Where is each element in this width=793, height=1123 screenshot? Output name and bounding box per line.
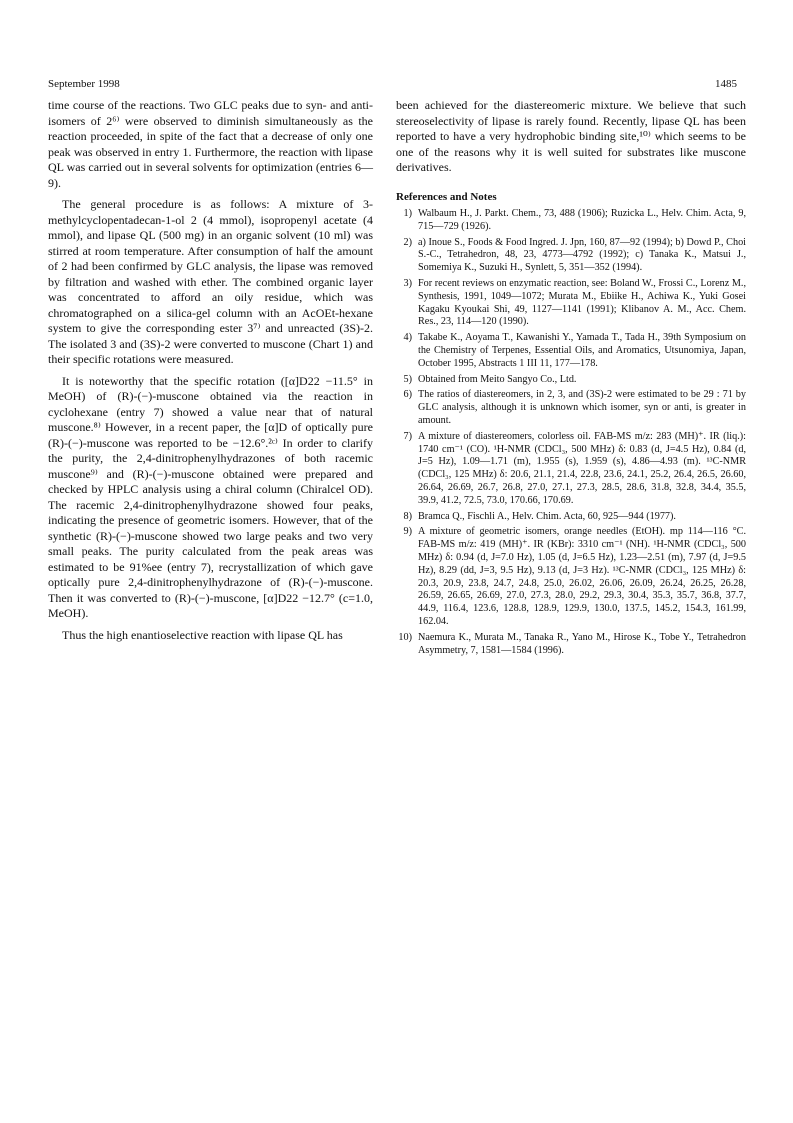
reference-number: 10)	[398, 631, 412, 643]
reference-text: A mixture of geometric isomers, orange needles (EtOH). mp 114—116 °C. FAB-MS m/z: 419 (MH)⁺. IR (KBr): 3310 cm⁻¹ (NH). ¹H-NMR (CDCl₃, 500 MHz) δ: 0.94 (d, J=7.0 Hz), 1.05 (d, J=6.5 Hz), 1.23—2.51 (m), 7.97 (d, J=9.5 Hz), 8.29 (dd, J=3, 9.5 Hz), 9.13 (d, J=3 Hz). ¹³C-NMR (CDCl₃, 125 MHz) δ: 20.3, 20.9, 23.8, 24.7, 24.8, 25.0, 26.02, 26.06, 26.09, 26.24, 26.25, 26.28, 26.59, 26.65, 26.69, 27.0, 27.3, 28.0, 29.2, 29.3, 30.4, 35.3, 35.7, 36.8, 37.7, 44.9, 116.4, 123.6, 128.8, 128.9, 129.9, 130.0, 137.5, 145.2, 154.3, 161.99, 162.04.	[418, 526, 746, 627]
reference-item	[396, 332, 746, 370]
reference-text: Bramca Q., Fischli A., Helv. Chim. Acta, 60, 925—944 (1977).	[418, 510, 676, 522]
reference-item	[396, 632, 746, 658]
reference-text: Naemura K., Murata M., Tanaka R., Yano M., Hirose K., Tobe Y., Tetrahedron Asymmetry, 7, 1581—1584 (1996).	[418, 631, 746, 656]
reference-number: 9)	[403, 526, 412, 538]
reference-item	[396, 237, 746, 275]
right-column	[396, 98, 746, 660]
reference-number: 7)	[403, 430, 412, 442]
reference-number: 8)	[403, 510, 412, 522]
reference-number: 5)	[403, 373, 412, 385]
reference-item	[396, 431, 746, 508]
references-list	[396, 208, 746, 657]
body-paragraph-3: It is noteworthy that the specific rotation ([α]D22 −11.5° in MeOH) of (R)-(−)-muscone obtained via the reaction in cyclohexane (entry 7) showed a value near that of natural muscone.⁸⁾ However, in a recent paper, the [α]D of optically pure (R)-(−)-muscone was reported to be −12.6°.²ᶜ⁾ In order to clarify the purity, the 2,4-dinitrophenylhydrazones of both racemic muscone⁹⁾ and (R)-(−)-muscone obtained were prepared and checked by HPLC analysis using a chiral column (Chiralcel OD). The racemic 2,4-dinitrophenylhydrazone showed four peaks, indicating the presence of geometric isomers. However, that of the synthetic (R)-(−)-muscone showed two large peaks and two very small peaks. The purity calculated from the peak areas was estimated to be 91%ee (entry 7), recrystallization of which gave optically pure 2,4-dinitrophenylhydrazone of (R)-(−)-muscone. Then it was converted to (R)-(−)-muscone, [α]D22 −12.7° (c=1.0, MeOH).	[48, 373, 373, 620]
reference-item	[396, 374, 746, 387]
page-number: 1485	[715, 78, 737, 90]
reference-number: 4)	[403, 332, 412, 344]
reference-item	[396, 278, 746, 329]
reference-number: 2)	[403, 236, 412, 248]
body-paragraph-4: Thus the high enantioselective reaction with lipase QL has	[62, 627, 343, 642]
reference-text: For recent reviews on enzymatic reaction, see: Boland W., Frossi C., Lorenz M., Synthesis, 1991, 1049—1072; Murata M., Ebiike H., Achiwa K., Yuki Gosei Kagaku Kyoukai Shi, 49, 1127—1141 (1991); Klibanov A. M., Acc. Chem. Res., 23, 114—120 (1990).	[418, 277, 746, 328]
reference-number: 3)	[403, 277, 412, 289]
reference-item	[396, 511, 746, 524]
reference-text: a) Inoue S., Foods & Food Ingred. J. Jpn, 160, 87—92 (1994); b) Dowd P., Choi S.-C., Tetrahedron, 48, 23, 4773—4792 (1992); c) Tanaka K., Matsui J., Somemiya K., Suzuki H., Synlett, 5, 351—352 (1994).	[418, 236, 746, 274]
references-heading: References and Notes	[396, 190, 497, 203]
reference-item	[396, 526, 746, 628]
left-column	[48, 98, 373, 649]
running-header-date: September 1998	[48, 78, 120, 90]
reference-text: Obtained from Meito Sangyo Co., Ltd.	[418, 373, 577, 385]
reference-number: 1)	[403, 208, 412, 219]
reference-text: Walbaum H., J. Parkt. Chem., 73, 488 (1906); Ruzicka L., Helv. Chim. Acta, 9, 715—729 (1926).	[418, 208, 746, 232]
reference-text: The ratios of diastereomers, in 2, 3, and (3S)-2 were estimated to be 29 : 71 by GLC analysis, although it is unknown which isomer, syn or anti, is greater in amount.	[418, 389, 746, 426]
reference-text: A mixture of diastereomers, colorless oil. FAB-MS m/z: 283 (MH)⁺. IR (liq.): 1740 cm⁻¹ (CO). ¹H-NMR (CDCl₃, 500 MHz) δ: 0.83 (d, J=4.5 Hz), 0.84 (d, J=5 Hz), 1.09—1.71 (m), 1.955 (s), 1.959 (s), 4.86—4.93 (m). ¹³C-NMR (CDCl₃, 125 MHz) δ: 20.6, 21.1, 21.4, 22.8, 23.6, 24.1, 25.2, 26.4, 26.5, 26.60, 26.64, 26.69, 26.7, 26.8, 27.0, 27.1, 27.3, 28.5, 28.6, 31.8, 32.8, 34.4, 35.5, 39.9, 41.2, 72.5, 73.0, 170.66, 170.69.	[418, 430, 746, 506]
body-paragraph-1: time course of the reactions. Two GLC peaks due to syn- and anti-isomers of 2⁶⁾ were observed to diminish simultaneously as the reaction proceeded, in spite of the fact that a decrease of only one peak was observed in entry 1. Furthermore, the reaction with lipase QL was carried out in several solvents for optimization (entries 6—9).	[48, 98, 373, 190]
body-paragraph-2: The general procedure is as follows: A mixture of 3-methylcyclopentadecan-1-ol 2 (4 mmol), isopropenyl acetate (4 mmol), and lipase QL (500 mg) in an organic solvent (10 ml) was stirred at room temperature. After consumption of half the amount of 2 had been confirmed by GLC analysis, the lipase was removed by filtration and washed with ether. The combined organic layer was concentrated to afford an oily residue, which was chromatographed on a silica-gel column with an AcOEt-hexane system to give the corresponding ester 3⁷⁾ and unreacted (3S)-2. The isolated 3 and (3S)-2 were converted to muscone (Chart 1) and their specific rotations were measured.	[48, 197, 373, 366]
reference-text: Takabe K., Aoyama T., Kawanishi Y., Yamada T., Tada H., 39th Symposium on the Chemistry of Terpenes, Essential Oils, and Aromatics, Utsunomiya, Japan, October 1995, Abstracts 1 III 11, 177—178.	[418, 332, 746, 369]
reference-number: 6)	[403, 389, 412, 401]
reference-item	[396, 208, 746, 234]
body-paragraph-continuation: been achieved for the diastereomeric mixture. We believe that such stereoselectivity of lipase is rarely found. Recently, lipase QL has been reported to have a very hydrophobic binding site,¹⁰⁾ which seems to be one of the reasons why it is well suited for substrates like muscone derivatives.	[396, 98, 746, 174]
reference-item	[396, 389, 746, 427]
